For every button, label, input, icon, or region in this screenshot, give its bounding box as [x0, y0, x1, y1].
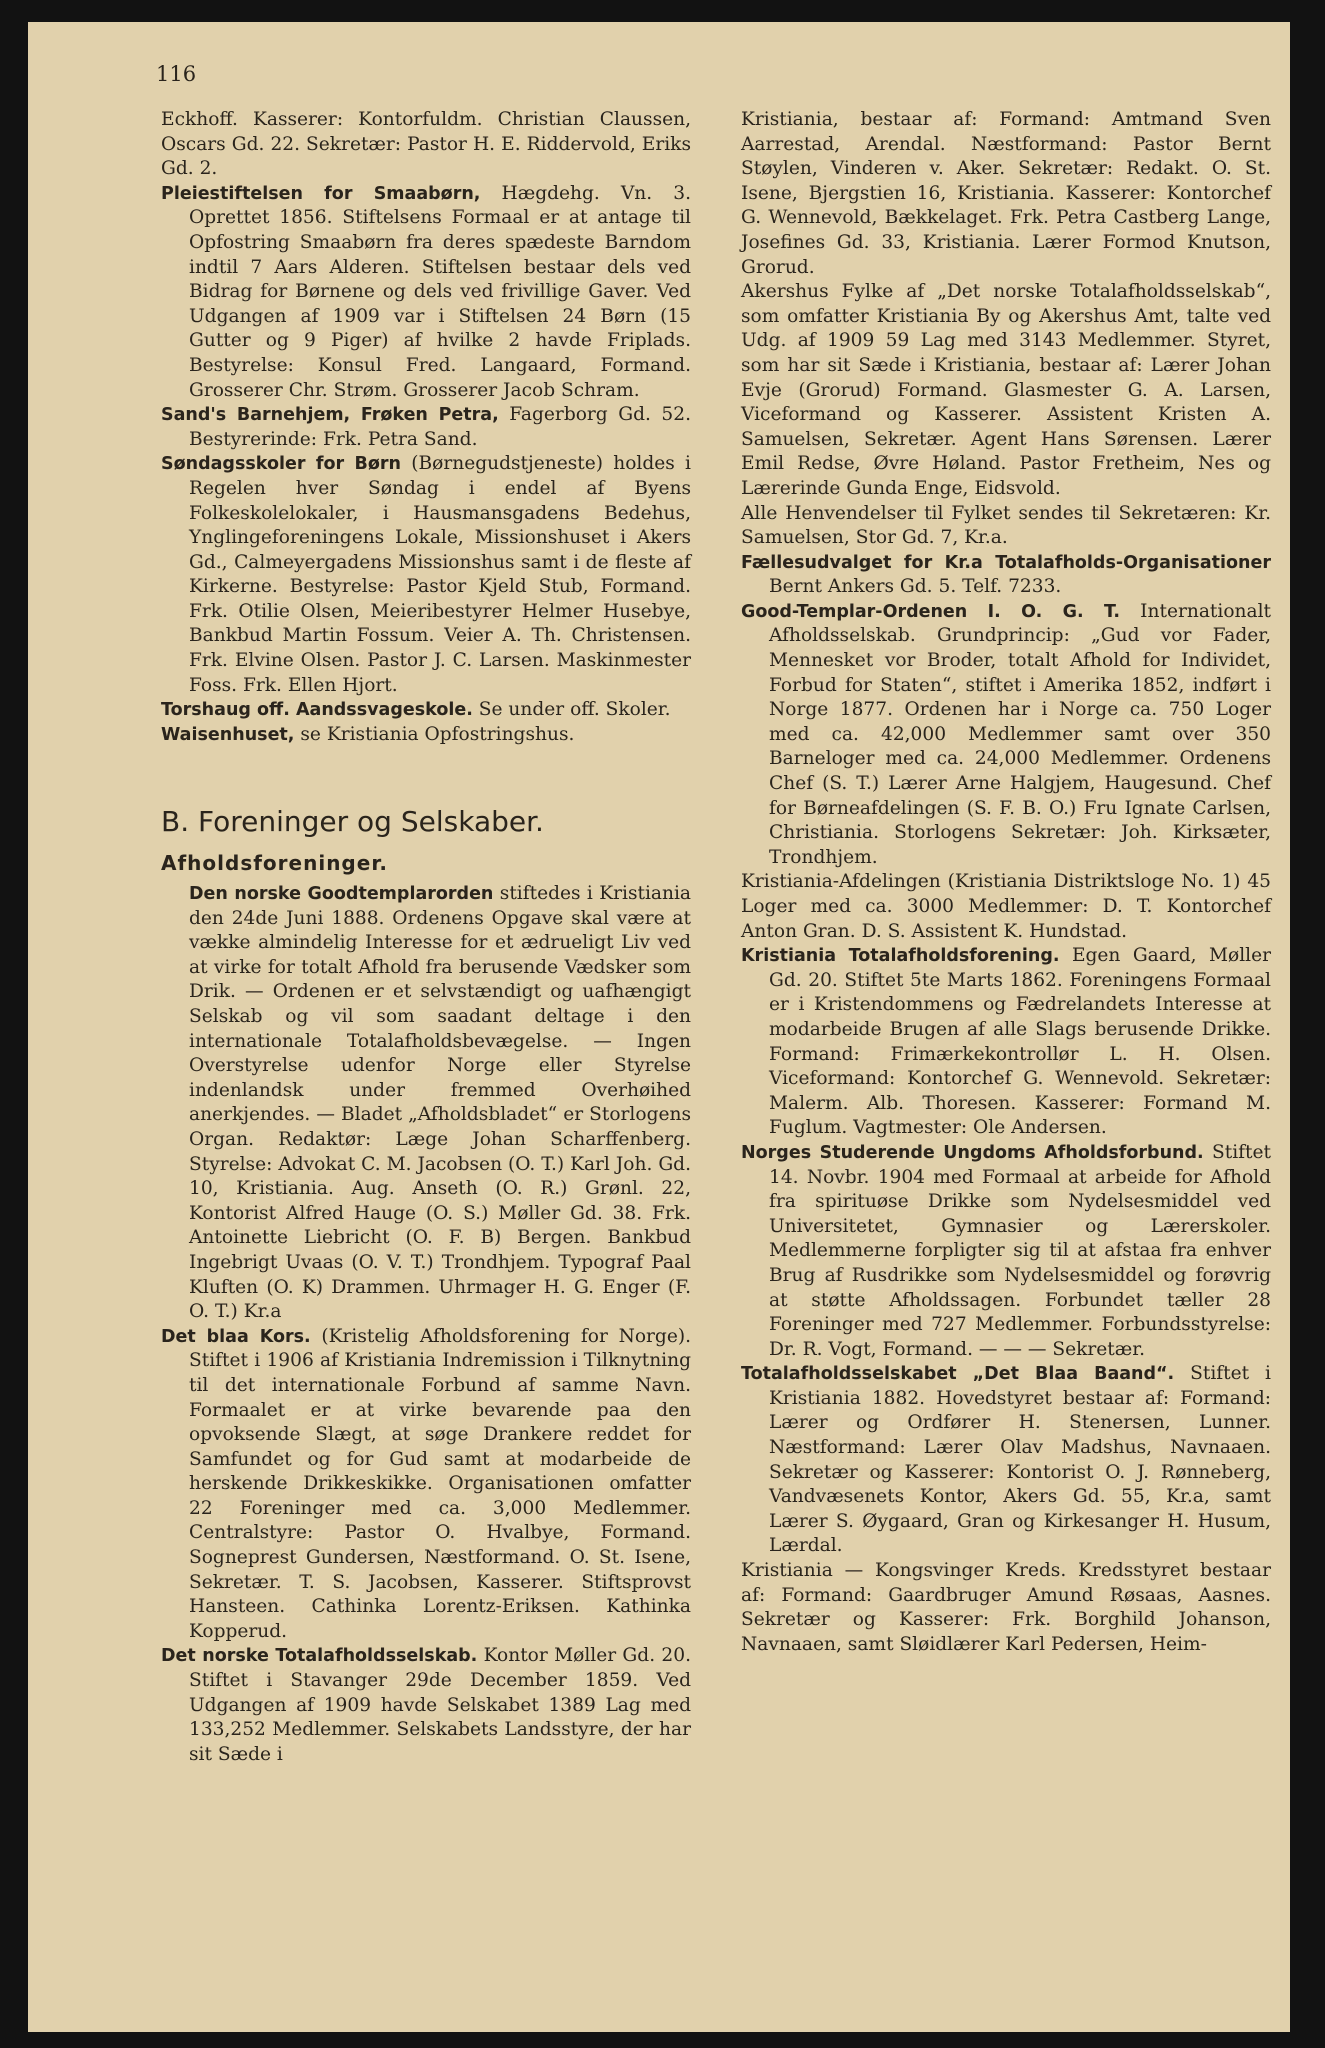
page-number: 116 — [156, 62, 197, 86]
left-column — [161, 108, 691, 1767]
entry-totalafholdsselskab — [161, 1644, 691, 1767]
subsection-title: Afholdsforeninger. — [161, 851, 388, 876]
entry-pleiestiftelsen — [161, 182, 691, 403]
entry-heading: Fællesudvalget for Kr.a Totalafholds-Organisationer — [741, 552, 1271, 573]
entry-body: Fagerborg Gd. 52. Bestyrerinde: Frk. Petra Sand. — [189, 404, 691, 450]
entry-body: Se under off. Skoler. — [472, 699, 671, 721]
entry-waisenhuset — [161, 723, 691, 748]
entry-heading: Søndagsskoler for Børn — [161, 454, 402, 475]
entry-heading: Waisenhuset, — [161, 724, 295, 745]
entry-heading: Sand's Barnehjem, Frøken Petra, — [161, 405, 499, 426]
entry-body: Kontor Møller Gd. 20. Stiftet i Stavanger 29de December 1859. Ved Udgangen af 1909 havde Selskabet 1389 Lag med 133,252 Medlemmer. Selskabets Landsstyre, der har sit Sæde i — [189, 1645, 691, 1765]
entry-det-blaa-baand — [741, 1362, 1271, 1559]
entry-heading: Det blaa Kors. — [161, 1326, 311, 1347]
entry-goodtemplarorden — [161, 882, 691, 1325]
entry-body: Egen Gaard, Møller Gd. 20. Stiftet 5te Marts 1862. Foreningens Formaal er i Kristendommens og Fædrelandets Interesse at modarbeide Brugen af alle Slags berusende Drikke. Formand: Frimærkekontrollør L. H. Olsen. Viceformand: Kontorchef G. Wennevold. Sekretær: Malerm. Alb. Thoresen. Kasserer: Formand M. Fuglum. Vagtmester: Ole Andersen. — [769, 945, 1271, 1139]
entry-heading: Det norske Totalafholdsselskab. — [161, 1646, 478, 1667]
entry-text: Eckhoff. Kasserer: Kontorfuldm. Christian Claussen, Oscars Gd. 22. Sekretær: Pastor H. E. Riddervold, Eriks Gd. 2. — [161, 109, 691, 180]
book-page — [28, 22, 1290, 2032]
entry-body: Stiftet 14. Novbr. 1904 med Formaal at arbeide for Afhold fra spirituøse Drikke som Nydelsesmiddel ved Universitetet, Gymnasier og Lærerskoler. Medlemmerne forpligter sig til at afstaa fra enhver Brug af Rusdrikke som Nydelsesmiddel og forøvrig at støtte Afholdssagen. Forbundet tæller 28 Foreninger med 727 Medlemmer. Forbundsstyrelse: Dr. R. Vogt, Formand. — — — Sekretær. — [769, 1141, 1271, 1360]
entry-sands-barnehjem — [161, 403, 691, 452]
entry-studerende-ungdoms — [741, 1141, 1271, 1362]
entry-henvendelser: Alle Henvendelser til Fylket sendes til Sekretæren: Kr. Samuelsen, Stor Gd. 7, Kr.a. — [741, 502, 1271, 549]
entry-heading: Den norske Goodtemplarorden — [189, 884, 494, 905]
entry-body: Bernt Ankers Gd. 5. Telf. 7233. — [769, 576, 1062, 598]
entry-kongsvinger-kreds: Kristiania — Kongsvinger Kreds. Kredsstyret bestaar af: Formand: Gaardbruger Amund Røsaas, Aasnes. Sekretær og Kasserer: Frk. Borghild Johanson, Navnaaen, samt Sløidlærer Karl Pedersen, Heim- — [741, 1560, 1271, 1655]
entry-kristiania-totalafholdsforening — [741, 944, 1271, 1141]
entry-kristiania-afdelingen: Kristiania-Afdelingen (Kristiania Distriktsloge No. 1) 45 Loger med ca. 3000 Medlemmer: D. T. Kontorchef Anton Gran. D. S. Assistent K. Hundstad. — [741, 871, 1271, 942]
entry-good-templar-ordenen — [741, 600, 1271, 871]
entry-faellesudvalget — [741, 551, 1271, 600]
entry-torshaug — [161, 698, 691, 723]
entry-akershus-fylke: Akershus Fylke af „Det norske Totalafholdsselskab“, som omfatter Kristiania By og Akershus Amt, talte ved Udg. af 1909 59 Lag med 3143 Medlemmer. Styret, som har sit Sæde i Kristiania, bestaar af: Lærer Johan Evje (Grorud) Formand. Glasmester G. A. Larsen, Viceformand og Kasserer. Assistent Kristen A. Samuelsen, Sekretær. Agent Hans Sørensen. Lærer Emil Redse, Øvre Høland. Pastor Fretheim, Nes og Lærerinde Gunda Enge, Eidsvold. — [741, 281, 1271, 499]
entry-heading: Pleiestiftelsen for Smaabørn, — [161, 183, 481, 204]
entry-sondagsskoler — [161, 452, 691, 698]
entry-body: (Børnegudstjeneste) holdes i Regelen hver Søndag i endel af Byens Folkeskolelokaler, i Hausmansgadens Bedehus, Ynglingeforeningens Lokale, Missionshuset i Akers Gd., Calmeyergadens Missionshus samt i de fleste af Kirkerne. Bestyrelse: Pastor Kjeld Stub, Formand. Frk. Otilie Olsen, Meieribestyrer Helmer Husebye, Bankbud Martin Fossum. Veier A. Th. Christensen. Frk. Elvine Olsen. Pastor J. C. Larsen. Maskinmester Foss. Frk. Ellen Hjort. — [189, 453, 691, 696]
entry-body: Stiftet i Kristiania 1882. Hovedstyret bestaar af: Formand: Lærer og Ordfører H. Stenersen, Lunner. Næstformand: Lærer Olav Madshus, Navnaaen. Sekretær og Kasserer: Kontorist O. J. Rønneberg, Vandvæsenets Kontor, Akers Gd. 55, Kr.a, samt Lærer S. Øygaard, Gran og Kirkesanger H. Husum, Lærdal. — [769, 1363, 1271, 1557]
entry-heading: Totalafholdsselskabet „Det Blaa Baand“. — [741, 1364, 1175, 1385]
entry-body: Hægdehg. Vn. 3. Oprettet 1856. Stiftelsens Formaal er at antage til Opfostring Smaabørn fra deres spædeste Barndom indtil 7 Aars Alderen. Stiftelsen bestaar dels ved Bidrag for Børnene og dels ved frivillige Gaver. Ved Udgangen af 1909 var i Stiftelsen 24 Børn (15 Gutter og 9 Piger) af hvilke 2 havde Friplads. Bestyrelse: Konsul Fred. Langaard, Formand. Grosserer Chr. Strøm. Grosserer Jacob Schram. — [189, 182, 691, 401]
entry-heading: Kristiania Totalafholdsforening. — [741, 946, 1060, 967]
entry-det-blaa-kors — [161, 1325, 691, 1645]
section-title: B. Foreninger og Selskaber. — [161, 805, 544, 839]
entry-body: Internationalt Afholdsselskab. Grundprincip: „Gud vor Fader, Mennesket vor Broder, totalt Afhold for Individet, Forbud for Staten“, stiftet i Amerika 1852, indført i Norge 1877. Ordenen har i Norge ca. 750 Loger med ca. 42,000 Medlemmer samt over 350 Barneloger med ca. 24,000 Medlemmer. Ordenens Chef (S. T.) Lærer Arne Halgjem, Haugesund. Chef for Børneafdelingen (S. F. B. O.) Fru Ignate Carlsen, Christiania. Storlogens Sekretær: Joh. Kirksæter, Trondhjem. — [769, 600, 1272, 868]
entry-body: stiftedes i Kristiania den 24de Juni 1888. Ordenens Opgave skal være at vække almindelig Interesse for et ædrueligt Liv ved at virke for totalt Afhold fra berusende Vædsker som Drik. — Ordenen er et selvstændigt og uafhængigt Selskab og vil som saadant deltage i den internationale Totalafholdsbevægelse. — Ingen Overstyrelse udenfor Norge eller Styrelse indenlandsk under fremmed Overhøihed anerkjendes. — Bladet „Afholdsbladet“ er Storlogens Organ. Redaktør: Læge Johan Scharffenberg. Styrelse: Advokat C. M. Jacobsen (O. T.) Karl Joh. Gd. 10, Kristiania. Aug. Anseth (O. R.) Grønl. 22, Kontorist Alfred Hauge (O. S.) Møller Gd. 38. Frk. Antoinette Liebricht (O. F. B) Bergen. Bankbud Ingebrigt Uvaas (O. V. T.) Trondhjem. Typograf Paal Kluften (O. K) Drammen. Uhrmager H. G. Enger (F. O. T.) Kr.a — [189, 883, 691, 1323]
right-column — [741, 108, 1271, 1657]
entry-heading: Good-Templar-Ordenen I. O. G. T. — [741, 601, 1120, 622]
entry-heading: Norges Studerende Ungdoms Afholdsforbund. — [741, 1142, 1204, 1163]
entry-body: se Kristiania Opfostringshus. — [294, 723, 575, 745]
entry-body: (Kristelig Afholdsforening for Norge). Stiftet i 1906 af Kristiania Indremission i Tilknytning til det internationale Forbund af samme Navn. Formaalet er at virke bevarende paa den opvoksende Slægt, at søge Drankere reddet for Samfundet og for Gud samt at modarbeide de herskende Drikkeskikke. Organisationen omfatter 22 Foreninger med ca. 3,000 Medlemmer. Centralstyre: Pastor O. Hvalbye, Formand. Sogneprest Gundersen, Næstformand. O. St. Isene, Sekretær. T. S. Jacobsen, Kasserer. Stiftsprovst Hansteen. Cathinka Lorentz-Eriksen. Kathinka Kopperud. — [189, 1325, 692, 1642]
entry-heading: Torshaug off. Aandssvageskole. — [161, 700, 473, 721]
entry-text: Kristiania, bestaar af: Formand: Amtmand Sven Aarrestad, Arendal. Næstformand: Pastor Bernt Støylen, Vinderen v. Aker. Sekretær: Redakt. O. St. Isene, Bjergstien 16, Kristiania. Kasserer: Kontorchef G. Wennevold, Bækkelaget. Frk. Petra Castberg Lange, Josefines Gd. 33, Kristiania. Lærer Formod Knutson, Grorud. — [741, 109, 1271, 278]
